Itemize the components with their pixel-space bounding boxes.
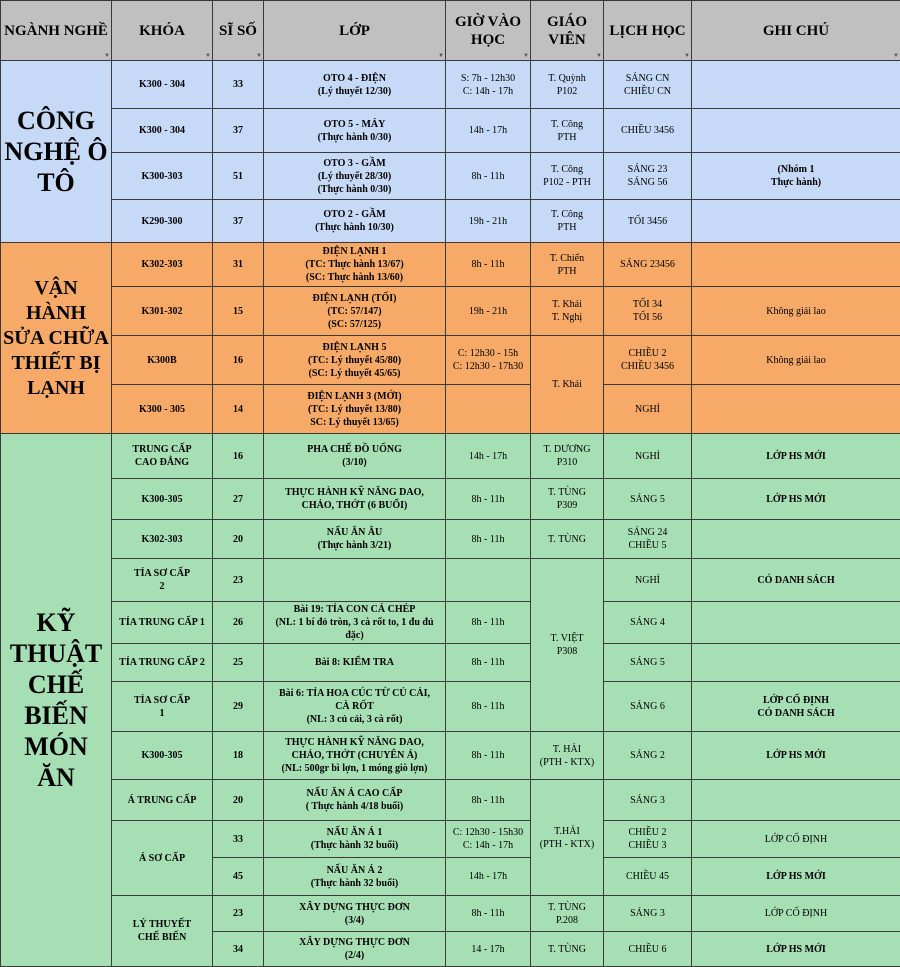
cell-lop[interactable]: ĐIỆN LẠNH 1 (TC: Thực hành 13/67) (SC: Thực hành 13/60) bbox=[264, 243, 446, 287]
table-row bbox=[1, 896, 900, 932]
header-row bbox=[1, 1, 900, 61]
cell-khoa[interactable]: K300B bbox=[112, 336, 213, 385]
cell-gio[interactable] bbox=[446, 385, 531, 434]
cell-gio[interactable]: 8h - 11h bbox=[446, 896, 531, 932]
table-row bbox=[1, 780, 900, 821]
cell-lich-hoc[interactable]: TỐI 34 TỐI 56 bbox=[604, 287, 692, 336]
cell-si-so[interactable]: 15 bbox=[213, 287, 264, 336]
header-giao-vien[interactable] bbox=[531, 1, 604, 61]
cell-lich-hoc[interactable]: NGHỈ bbox=[604, 385, 692, 434]
cell-si-so[interactable]: 16 bbox=[213, 434, 264, 479]
cell-lop[interactable]: OTO 4 - ĐIỆN (Lý thuyết 12/30) bbox=[264, 61, 446, 109]
cell-ghi-chu[interactable] bbox=[692, 243, 900, 287]
cell-giao-vien[interactable]: T. Công PTH bbox=[531, 109, 604, 153]
table-row bbox=[1, 479, 900, 520]
cell-giao-vien[interactable]: T. DƯƠNG P310 bbox=[531, 434, 604, 479]
cell-si-so[interactable]: 45 bbox=[213, 858, 264, 896]
cell-lich-hoc[interactable]: SÁNG 4 bbox=[604, 602, 692, 644]
cell-lop[interactable]: XÂY DỰNG THỰC ĐƠN (2/4) bbox=[264, 932, 446, 967]
cell-lich-hoc[interactable]: SÁNG 23 SÁNG 56 bbox=[604, 153, 692, 200]
cell-gio[interactable]: 8h - 11h bbox=[446, 732, 531, 780]
cell-si-so[interactable]: 34 bbox=[213, 932, 264, 967]
cell-gio[interactable]: 8h - 11h bbox=[446, 644, 531, 682]
header-label: GIÁO VIÊN bbox=[547, 14, 587, 48]
cell-gio[interactable]: 8h - 11h bbox=[446, 479, 531, 520]
filter-dropdown-icon[interactable]: ▼ bbox=[104, 53, 110, 59]
cell-lich-hoc[interactable]: CHIỀU 3456 bbox=[604, 109, 692, 153]
cell-si-so[interactable]: 51 bbox=[213, 153, 264, 200]
table-row bbox=[1, 385, 900, 434]
cell-lich-hoc[interactable]: SÁNG 24 CHIỀU 5 bbox=[604, 520, 692, 559]
cell-gio[interactable]: 8h - 11h bbox=[446, 682, 531, 732]
header-label: SĨ SỐ bbox=[219, 23, 257, 39]
table-row bbox=[1, 644, 900, 682]
cell-lop[interactable]: ĐIỆN LẠNH 3 (MỚI) (TC: Lý thuyết 13/80) SC: Lý thuyết 13/65) bbox=[264, 385, 446, 434]
cell-lich-hoc[interactable]: SÁNG 2 bbox=[604, 732, 692, 780]
cell-lich-hoc[interactable]: CHIỀU 2 CHIỀU 3 bbox=[604, 821, 692, 858]
cell-si-so[interactable]: 20 bbox=[213, 780, 264, 821]
cell-lop[interactable]: XÂY DỰNG THỰC ĐƠN (3/4) bbox=[264, 896, 446, 932]
cell-ghi-chu[interactable]: (Nhóm 1 Thực hành) bbox=[692, 153, 900, 200]
cell-giao-vien[interactable]: T. TÙNG P309 bbox=[531, 479, 604, 520]
cell-gio[interactable]: C: 12h30 - 15h30 C: 14h - 17h bbox=[446, 821, 531, 858]
cell-si-so[interactable]: 23 bbox=[213, 896, 264, 932]
cell-si-so[interactable]: 23 bbox=[213, 559, 264, 602]
cell-lich-hoc[interactable]: TỐI 3456 bbox=[604, 200, 692, 243]
filter-dropdown-icon[interactable]: ▼ bbox=[893, 53, 899, 59]
cell-ghi-chu[interactable]: Không giải lao bbox=[692, 287, 900, 336]
cell-lop[interactable] bbox=[264, 559, 446, 602]
table-row bbox=[1, 200, 900, 243]
cell-si-so[interactable]: 29 bbox=[213, 682, 264, 732]
cell-lich-hoc[interactable]: CHIỀU 45 bbox=[604, 858, 692, 896]
cell-lop[interactable]: THỰC HÀNH KỸ NĂNG DAO, CHẢO, THỚT (CHUYÊN Á) (NL: 500gr bì lợn, 1 móng giò lợn) bbox=[264, 732, 446, 780]
cell-ghi-chu[interactable]: LỚP HS MỚI bbox=[692, 932, 900, 967]
table-row bbox=[1, 682, 900, 732]
cell-gio[interactable]: S: 7h - 12h30 C: 14h - 17h bbox=[446, 61, 531, 109]
cell-si-so[interactable]: 33 bbox=[213, 821, 264, 858]
cell-gio[interactable]: 19h - 21h bbox=[446, 200, 531, 243]
cell-lop[interactable]: OTO 2 - GẦM (Thực hành 10/30) bbox=[264, 200, 446, 243]
cell-gio[interactable]: 14h - 17h bbox=[446, 434, 531, 479]
table-row bbox=[1, 520, 900, 559]
cell-gio[interactable]: 8h - 11h bbox=[446, 780, 531, 821]
cell-khoa[interactable]: TỈA SƠ CẤP 1 bbox=[112, 682, 213, 732]
cell-si-so[interactable]: 18 bbox=[213, 732, 264, 780]
cell-gio[interactable]: 8h - 11h bbox=[446, 243, 531, 287]
cell-lop[interactable]: PHA CHẾ ĐỒ UỐNG (3/10) bbox=[264, 434, 446, 479]
cell-lich-hoc[interactable]: SÁNG CN CHIỀU CN bbox=[604, 61, 692, 109]
cell-si-so[interactable]: 26 bbox=[213, 602, 264, 644]
cell-si-so[interactable]: 14 bbox=[213, 385, 264, 434]
table-row bbox=[1, 732, 900, 780]
cell-ghi-chu[interactable] bbox=[692, 200, 900, 243]
cell-gio[interactable]: 14 - 17h bbox=[446, 932, 531, 967]
cell-ghi-chu[interactable]: LỚP HS MỚI bbox=[692, 434, 900, 479]
cell-ghi-chu[interactable] bbox=[692, 520, 900, 559]
cell-gio[interactable]: 8h - 11h bbox=[446, 153, 531, 200]
cell-giao-vien[interactable]: T. Khải T. Nghị bbox=[531, 287, 604, 336]
cell-ghi-chu[interactable]: LỚP HS MỚI bbox=[692, 732, 900, 780]
cell-giao-vien[interactable]: T. Công P102 - PTH bbox=[531, 153, 604, 200]
section-name-cong-nghe-o-to[interactable]: CÔNG NGHỆ Ô TÔ bbox=[1, 61, 112, 243]
cell-ghi-chu[interactable]: LỚP HS MỚI bbox=[692, 858, 900, 896]
filter-dropdown-icon[interactable]: ▼ bbox=[596, 53, 602, 59]
cell-khoa[interactable]: K302-303 bbox=[112, 243, 213, 287]
cell-gio[interactable]: 14h - 17h bbox=[446, 858, 531, 896]
header-khoa[interactable] bbox=[112, 1, 213, 61]
cell-lop[interactable]: NẤU ĂN Á 2 (Thực hành 32 buổi) bbox=[264, 858, 446, 896]
cell-khoa[interactable]: TỈA TRUNG CẤP 2 bbox=[112, 644, 213, 682]
table-row bbox=[1, 109, 900, 153]
cell-lich-hoc[interactable]: CHIỀU 2 CHIỀU 3456 bbox=[604, 336, 692, 385]
cell-giao-vien[interactable]: T.HẢI (PTH - KTX) bbox=[531, 780, 604, 896]
cell-lop[interactable]: NẤU ĂN ÂU (Thực hành 3/21) bbox=[264, 520, 446, 559]
cell-si-so[interactable]: 37 bbox=[213, 109, 264, 153]
cell-lop[interactable]: Bài 19: TỈA CON CÁ CHÉP (NL: 1 bí đỏ tròn, 3 cà rốt to, 1 đu đủ đặc) bbox=[264, 602, 446, 644]
cell-khoa[interactable]: K300-305 bbox=[112, 732, 213, 780]
filter-dropdown-icon[interactable]: ▼ bbox=[438, 53, 444, 59]
table-row bbox=[1, 336, 900, 385]
cell-giao-vien[interactable]: T. TÙNG bbox=[531, 520, 604, 559]
cell-khoa[interactable]: LÝ THUYẾT CHẾ BIẾN bbox=[112, 896, 213, 967]
cell-giao-vien[interactable]: T. Công PTH bbox=[531, 200, 604, 243]
cell-lop[interactable]: Bài 8: KIỂM TRA bbox=[264, 644, 446, 682]
filter-dropdown-icon[interactable]: ▼ bbox=[523, 53, 529, 59]
cell-ghi-chu[interactable] bbox=[692, 780, 900, 821]
cell-ghi-chu[interactable]: CÓ DANH SÁCH bbox=[692, 559, 900, 602]
table-row bbox=[1, 153, 900, 200]
cell-khoa[interactable]: K300 - 304 bbox=[112, 109, 213, 153]
cell-lich-hoc[interactable]: SÁNG 3 bbox=[604, 896, 692, 932]
cell-gio[interactable]: 14h - 17h bbox=[446, 109, 531, 153]
cell-lop[interactable]: OTO 3 - GẦM (Lý thuyết 28/30) (Thực hành 0/30) bbox=[264, 153, 446, 200]
cell-lich-hoc[interactable]: SÁNG 3 bbox=[604, 780, 692, 821]
filter-dropdown-icon[interactable]: ▼ bbox=[256, 53, 262, 59]
section-name-ky-thuat-che-bien-mon-an[interactable]: KỸ THUẬT CHẾ BIẾN MÓN ĂN bbox=[1, 434, 112, 967]
cell-khoa[interactable]: K301-302 bbox=[112, 287, 213, 336]
cell-khoa[interactable]: K290-300 bbox=[112, 200, 213, 243]
header-label: LỊCH HỌC bbox=[609, 23, 685, 39]
cell-khoa[interactable]: K300 - 305 bbox=[112, 385, 213, 434]
cell-khoa[interactable]: K300-303 bbox=[112, 153, 213, 200]
table-row bbox=[1, 559, 900, 602]
cell-lich-hoc[interactable]: SÁNG 6 bbox=[604, 682, 692, 732]
cell-lop[interactable]: OTO 5 - MÁY (Thực hành 0/30) bbox=[264, 109, 446, 153]
cell-ghi-chu[interactable]: LỚP CỐ ĐỊNH CÓ DANH SÁCH bbox=[692, 682, 900, 732]
header-label: KHÓA bbox=[139, 23, 185, 39]
cell-khoa[interactable]: TỈA TRUNG CẤP 1 bbox=[112, 602, 213, 644]
cell-khoa[interactable]: K300 - 304 bbox=[112, 61, 213, 109]
header-label: GHI CHÚ bbox=[763, 23, 829, 39]
cell-lich-hoc[interactable]: NGHỈ bbox=[604, 434, 692, 479]
cell-lop[interactable]: THỰC HÀNH KỸ NĂNG DAO, CHẢO, THỚT (6 BUỔI) bbox=[264, 479, 446, 520]
cell-ghi-chu[interactable] bbox=[692, 644, 900, 682]
cell-lich-hoc[interactable]: CHIỀU 6 bbox=[604, 932, 692, 967]
header-gio-vao-hoc[interactable] bbox=[446, 1, 531, 61]
cell-gio[interactable]: 19h - 21h bbox=[446, 287, 531, 336]
header-nganh-nghe[interactable] bbox=[1, 1, 112, 61]
cell-ghi-chu[interactable] bbox=[692, 109, 900, 153]
header-label: GIỜ VÀO HỌC bbox=[455, 14, 521, 48]
cell-giao-vien[interactable]: T. Quỳnh P102 bbox=[531, 61, 604, 109]
cell-khoa[interactable]: Á TRUNG CẤP bbox=[112, 780, 213, 821]
cell-giao-vien[interactable]: T. VIỆT P308 bbox=[531, 559, 604, 732]
cell-ghi-chu[interactable]: LỚP HS MỚI bbox=[692, 479, 900, 520]
table-row bbox=[1, 821, 900, 858]
cell-gio[interactable]: 8h - 11h bbox=[446, 520, 531, 559]
header-lop[interactable] bbox=[264, 1, 446, 61]
cell-giao-vien[interactable]: T. Chiến PTH bbox=[531, 243, 604, 287]
cell-si-so[interactable]: 25 bbox=[213, 644, 264, 682]
cell-ghi-chu[interactable] bbox=[692, 385, 900, 434]
cell-khoa[interactable]: TRUNG CẤP CAO ĐẲNG bbox=[112, 434, 213, 479]
cell-ghi-chu[interactable]: LỚP CỐ ĐỊNH bbox=[692, 821, 900, 858]
cell-lich-hoc[interactable]: NGHỈ bbox=[604, 559, 692, 602]
cell-lop[interactable]: ĐIỆN LẠNH (TỐI) (TC: 57/147) (SC: 57/125) bbox=[264, 287, 446, 336]
header-label: LỚP bbox=[339, 23, 370, 39]
header-si-so[interactable] bbox=[213, 1, 264, 61]
filter-dropdown-icon[interactable]: ▼ bbox=[205, 53, 211, 59]
cell-khoa[interactable]: K300-305 bbox=[112, 479, 213, 520]
header-ghi-chu[interactable] bbox=[692, 1, 900, 61]
cell-si-so[interactable]: 27 bbox=[213, 479, 264, 520]
header-lich-hoc[interactable] bbox=[604, 1, 692, 61]
cell-si-so[interactable]: 37 bbox=[213, 200, 264, 243]
cell-lich-hoc[interactable]: SÁNG 5 bbox=[604, 644, 692, 682]
table-row bbox=[1, 61, 900, 109]
cell-gio[interactable]: C: 12h30 - 15h C: 12h30 - 17h30 bbox=[446, 336, 531, 385]
cell-giao-vien[interactable]: T. TÙNG bbox=[531, 932, 604, 967]
cell-khoa[interactable]: K302-303 bbox=[112, 520, 213, 559]
section-name-van-hanh-sua-chua-thiet-bi-lanh[interactable]: VẬN HÀNH SỬA CHỮA THIẾT BỊ LẠNH bbox=[1, 243, 112, 434]
cell-gio[interactable]: 8h - 11h bbox=[446, 602, 531, 644]
cell-si-so[interactable]: 31 bbox=[213, 243, 264, 287]
cell-lop[interactable]: Bài 6: TỈA HOA CÚC TỪ CỦ CẢI, CÀ RỐT (NL: 3 củ cải, 3 cà rốt) bbox=[264, 682, 446, 732]
cell-lop[interactable]: NẤU ĂN Á 1 (Thực hành 32 buổi) bbox=[264, 821, 446, 858]
cell-khoa[interactable]: Á SƠ CẤP bbox=[112, 821, 213, 896]
cell-gio[interactable] bbox=[446, 559, 531, 602]
cell-lich-hoc[interactable]: SÁNG 23456 bbox=[604, 243, 692, 287]
table-row bbox=[1, 243, 900, 287]
cell-lop[interactable]: NẤU ĂN Á CAO CẤP ( Thực hành 4/18 buổi) bbox=[264, 780, 446, 821]
cell-si-so[interactable]: 16 bbox=[213, 336, 264, 385]
cell-lop[interactable]: ĐIỆN LẠNH 5 (TC: Lý thuyết 45/80) (SC: Lý thuyết 45/65) bbox=[264, 336, 446, 385]
cell-si-so[interactable]: 20 bbox=[213, 520, 264, 559]
cell-giao-vien[interactable]: T. Khải bbox=[531, 336, 604, 434]
cell-si-so[interactable]: 33 bbox=[213, 61, 264, 109]
table-row bbox=[1, 602, 900, 644]
cell-lich-hoc[interactable]: SÁNG 5 bbox=[604, 479, 692, 520]
cell-khoa[interactable]: TỈA SƠ CẤP 2 bbox=[112, 559, 213, 602]
cell-ghi-chu[interactable] bbox=[692, 61, 900, 109]
cell-giao-vien[interactable]: T. HẢI (PTH - KTX) bbox=[531, 732, 604, 780]
header-label: NGÀNH NGHỀ bbox=[4, 23, 108, 39]
cell-ghi-chu[interactable]: Không giải lao bbox=[692, 336, 900, 385]
cell-giao-vien[interactable]: T. TÙNG P.208 bbox=[531, 896, 604, 932]
table-row bbox=[1, 434, 900, 479]
table-row bbox=[1, 287, 900, 336]
cell-ghi-chu[interactable]: LỚP CỐ ĐỊNH bbox=[692, 896, 900, 932]
filter-dropdown-icon[interactable]: ▼ bbox=[684, 53, 690, 59]
cell-ghi-chu[interactable] bbox=[692, 602, 900, 644]
